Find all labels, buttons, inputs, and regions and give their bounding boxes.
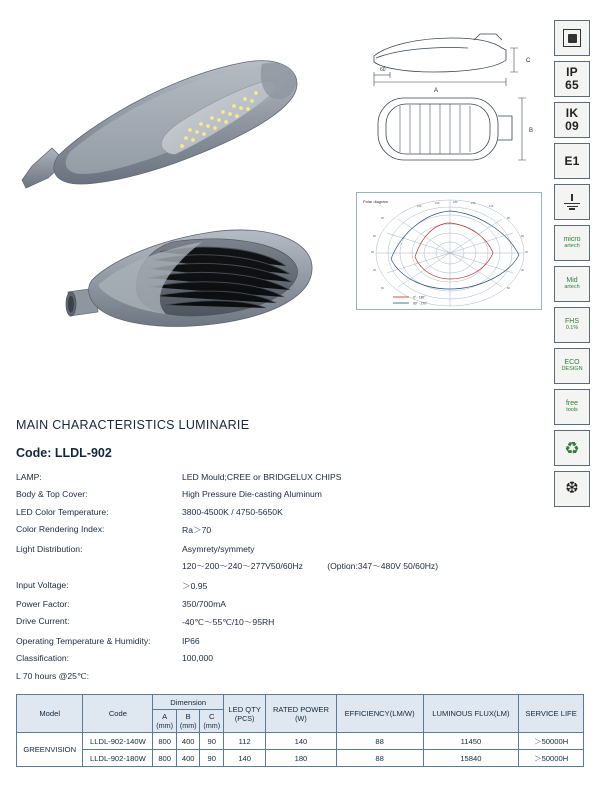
free-tools-line1: free xyxy=(565,400,579,408)
mid-artech-line2: artech xyxy=(564,283,580,290)
spec-row xyxy=(16,472,600,482)
ik-rating-line1: IK xyxy=(565,106,579,121)
th-dim-b-unit: (mm) xyxy=(179,721,197,730)
mid-artech-line1: Mid xyxy=(566,277,578,285)
cell-dim-c: 90 xyxy=(200,750,224,767)
spec-row xyxy=(16,636,600,646)
spec-label: Drive Current: xyxy=(16,616,70,627)
cell-dim-a: 800 xyxy=(153,750,177,767)
page-title: MAIN CHARACTERISTICS LUMINARIE xyxy=(16,418,250,432)
th-dim-a: A xyxy=(162,712,168,721)
spec-value: 350/700mA xyxy=(182,598,226,609)
spec-value: IP66 xyxy=(182,635,200,646)
spec-value: 3800-4500K / 4750-5650K xyxy=(182,506,283,517)
svg-text:150: 150 xyxy=(435,202,440,205)
svg-text:120: 120 xyxy=(417,205,422,208)
cell-dim-c: 90 xyxy=(200,733,224,750)
spec-row xyxy=(16,507,600,517)
cell-code: LLDL-902-140W xyxy=(83,733,153,750)
cell-luminous-flux: 15840 xyxy=(423,750,519,767)
ip-rating-icon xyxy=(554,61,590,97)
th-dim-b: B xyxy=(185,712,191,721)
svg-text:90: 90 xyxy=(507,217,510,220)
ik-rating-icon xyxy=(554,102,590,138)
svg-text:60: 60 xyxy=(521,235,524,238)
cell-dim-a: 800 xyxy=(153,733,177,750)
eco-design-line2: DESIGN xyxy=(561,365,583,372)
polar-legend-1: 0° - 180° xyxy=(413,295,426,300)
ip-rating-line2: 65 xyxy=(565,78,579,92)
cell-led-qty: 112 xyxy=(224,733,266,750)
svg-text:30: 30 xyxy=(371,251,374,254)
eco-design-icon xyxy=(554,348,590,384)
energy-class-label: E1 xyxy=(564,153,580,168)
svg-text:120: 120 xyxy=(489,205,494,208)
dim-60-label: 60 xyxy=(380,67,386,73)
svg-text:90: 90 xyxy=(381,217,384,220)
svg-text:180: 180 xyxy=(453,201,458,204)
ip-rating-line1: IP xyxy=(566,65,578,80)
th-dim-a-unit: (mm) xyxy=(156,721,174,730)
cell-rated-power: 180 xyxy=(266,750,336,767)
spec-label: Input Voltage: xyxy=(16,579,69,590)
free-tools-line2: tools xyxy=(566,406,578,413)
spec-value: Asymrety/symmety xyxy=(182,543,255,554)
spec-list xyxy=(16,472,600,682)
spec-label: Power Factor: xyxy=(16,598,70,609)
th-efficiency: EFFICIENCY(LM/W) xyxy=(336,695,423,733)
table-row xyxy=(17,750,584,767)
spec-row xyxy=(16,544,600,554)
model-table-wrapper xyxy=(16,694,584,767)
th-code: Code xyxy=(83,695,153,733)
dim-a-label: A xyxy=(433,88,439,94)
energy-class-icon xyxy=(554,143,590,179)
spec-label: Light Distribution: xyxy=(16,543,83,554)
cell-efficiency: 88 xyxy=(336,733,423,750)
cell-led-qty: 140 xyxy=(224,750,266,767)
square-in-square-icon xyxy=(554,20,590,56)
spec-label: L 70 hours @25℃: xyxy=(16,670,90,681)
spec-value: -40℃～55℃/10～95RH xyxy=(182,617,275,628)
th-rated-power-unit: (W) xyxy=(295,713,307,723)
svg-text:30: 30 xyxy=(525,251,528,254)
cell-rated-power: 140 xyxy=(266,733,336,750)
polar-diagram-title: Polar diagram xyxy=(363,199,388,204)
model-specification-table xyxy=(16,694,584,767)
spec-label: LAMP: xyxy=(16,472,42,482)
th-luminous-flux: LUMINOUS FLUX(LM) xyxy=(423,695,519,733)
product-code: Code: LLDL-902 xyxy=(16,446,112,460)
svg-text:30: 30 xyxy=(521,269,524,272)
cell-service-life: ＞50000H xyxy=(519,750,584,767)
dim-b-label: B xyxy=(529,128,534,134)
micro-artech-line1: micro xyxy=(563,236,581,244)
cell-efficiency: 88 xyxy=(336,750,423,767)
cell-dim-b: 400 xyxy=(176,750,200,767)
th-rated-power: RATED POWER xyxy=(272,704,329,714)
spec-row-voltage xyxy=(16,560,600,572)
spec-row xyxy=(16,489,600,499)
paw-icon: ❆ xyxy=(554,471,590,507)
ik-rating-line2: 09 xyxy=(565,119,579,133)
spec-row xyxy=(16,580,600,592)
spec-label: Body & Top Cover: xyxy=(16,489,88,500)
technical-drawing xyxy=(356,20,536,188)
spec-value: Ra＞70 xyxy=(182,525,212,536)
polar-diagram xyxy=(356,192,542,310)
spec-value: High Pressure Die-casting Aluminum xyxy=(182,489,322,500)
spec-value: 120～200～240～277V50/60Hz xyxy=(182,561,303,572)
spec-value: ＞0.95 xyxy=(182,580,208,591)
spec-row xyxy=(16,599,600,609)
th-dim-c-unit: (mm) xyxy=(203,721,221,730)
spec-label: Operating Temperature & Humidity: xyxy=(16,635,151,646)
product-photo-top xyxy=(18,40,318,200)
spec-row xyxy=(16,524,600,536)
cell-service-life: ＞50000H xyxy=(519,733,584,750)
dim-c-label: C xyxy=(526,58,531,64)
spec-value-option: (Option:347～480V 50/60Hz) xyxy=(327,561,439,572)
micro-artech-line2: artech xyxy=(564,242,580,249)
specifications-section xyxy=(0,418,600,689)
spec-row xyxy=(16,653,600,663)
table-row xyxy=(17,733,584,750)
th-model: Model xyxy=(17,695,83,733)
cell-dim-b: 400 xyxy=(176,733,200,750)
svg-text:150: 150 xyxy=(471,202,476,205)
cell-brand: GREENVISION xyxy=(17,733,83,767)
th-dimension: Dimension xyxy=(153,695,224,710)
cell-code: LLDL-902-180W xyxy=(83,750,153,767)
spec-value: LED Mould;CREE or BRIDGELUX CHIPS xyxy=(182,472,342,482)
th-service-life: SERVICE LIFE xyxy=(519,695,584,733)
cell-luminous-flux: 11450 xyxy=(423,733,519,750)
earth-ground-icon xyxy=(554,184,590,220)
svg-text:60: 60 xyxy=(381,287,384,290)
spec-label: Color Rendering Index: xyxy=(16,524,105,535)
mid-artech-icon xyxy=(554,266,590,302)
spec-label: Classification: xyxy=(16,653,70,664)
recycle-icon: ♻ xyxy=(554,430,590,466)
fhs-icon xyxy=(554,307,590,343)
svg-text:30: 30 xyxy=(373,269,376,272)
polar-legend-2: 90° - 270° xyxy=(413,301,428,306)
fhs-line1: FHS xyxy=(565,318,579,326)
th-led-qty: LED QTY xyxy=(228,704,261,714)
spec-row xyxy=(16,616,600,628)
eco-design-line1: ECO xyxy=(564,359,580,367)
spec-row xyxy=(16,671,600,682)
fhs-line2: 0.1% xyxy=(565,324,579,331)
svg-text:60: 60 xyxy=(373,235,376,238)
svg-text:60: 60 xyxy=(507,287,510,290)
micro-artech-icon xyxy=(554,225,590,261)
spec-label: LED Color Temperature: xyxy=(16,506,109,517)
th-led-qty-unit: (PCS) xyxy=(234,713,255,723)
product-photo-bottom xyxy=(62,196,324,346)
th-dim-c: C xyxy=(209,712,215,721)
spec-value: 100,000 xyxy=(182,653,214,664)
